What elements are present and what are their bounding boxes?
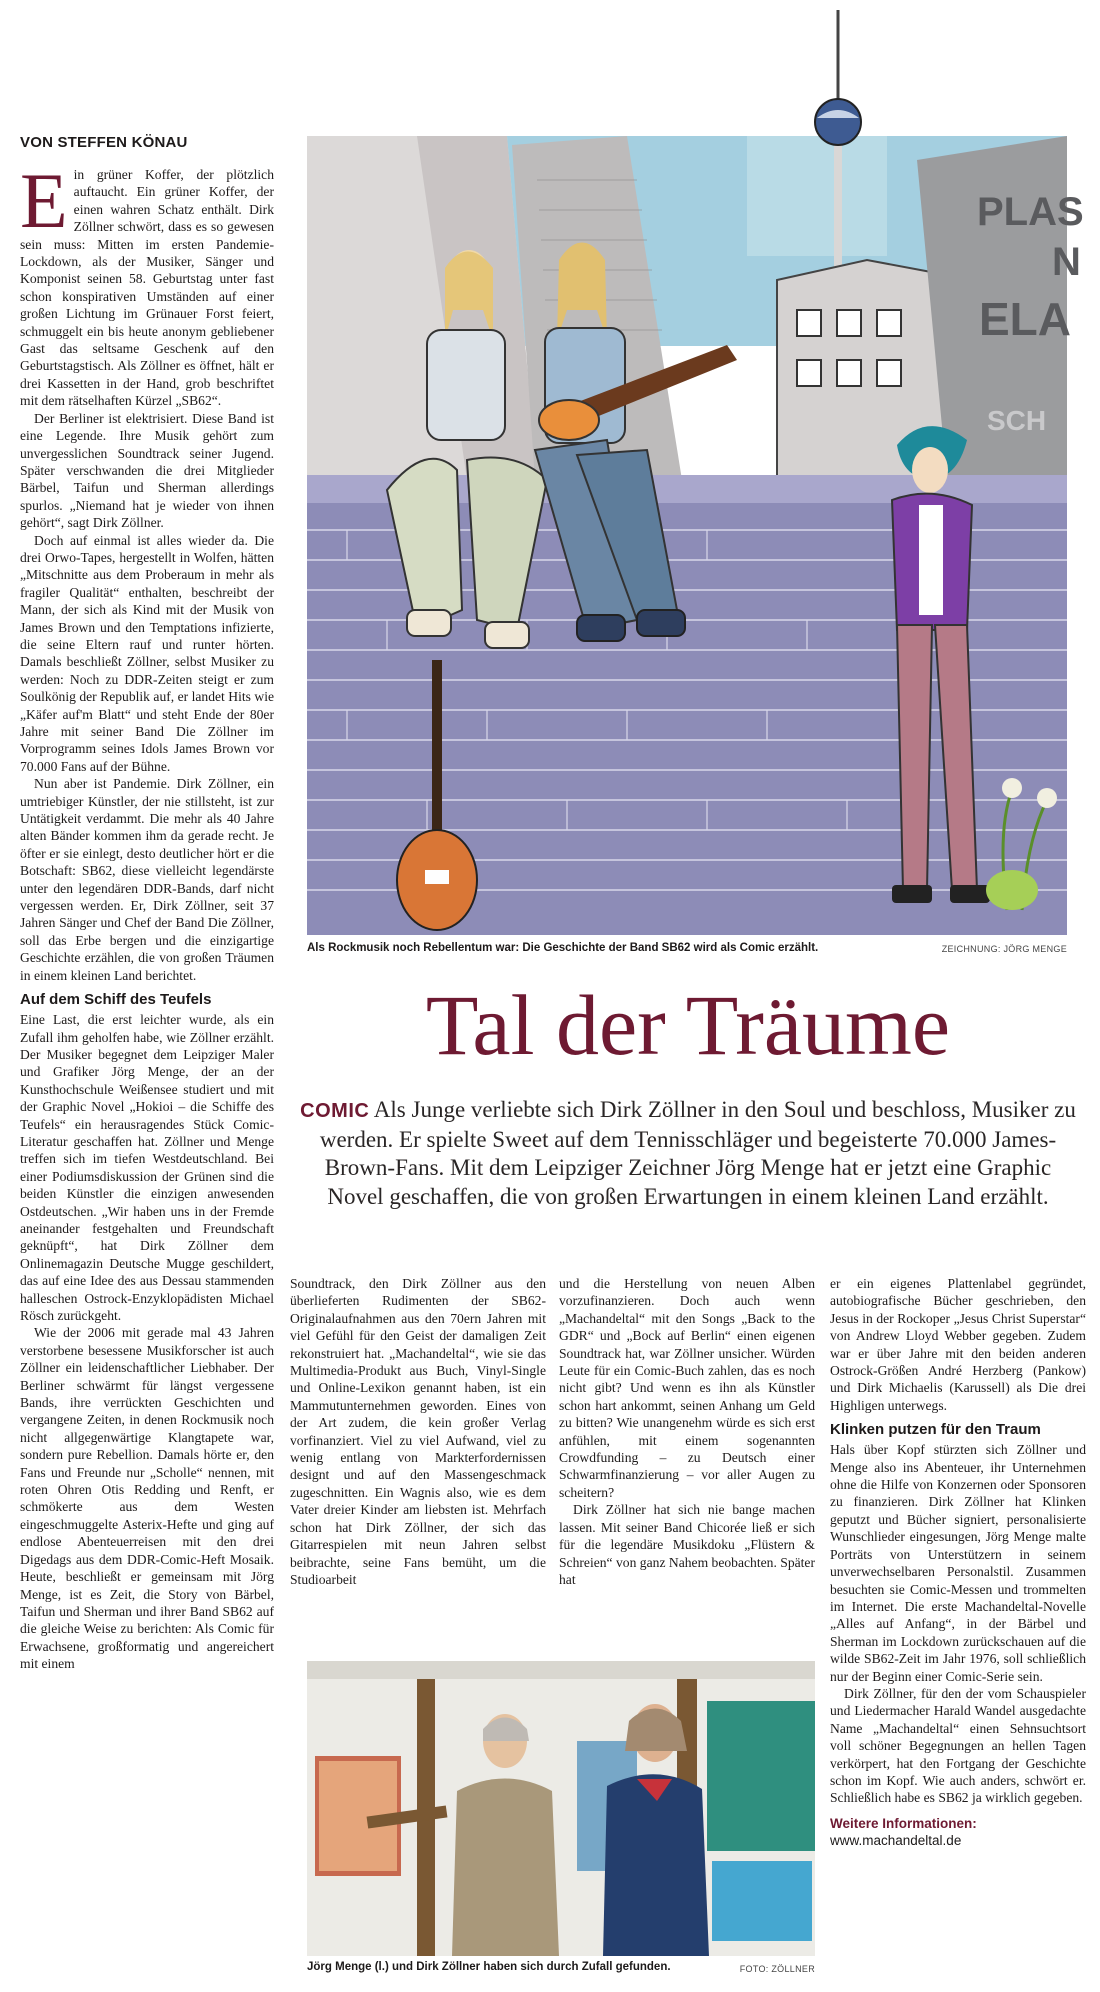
drop-cap: E [20, 157, 68, 244]
graffiti-text: PLAS [977, 190, 1084, 234]
photo-credit: FOTO: ZÖLLNER [739, 1964, 815, 1974]
body-paragraph: Nun aber ist Pandemie. Dirk Zöllner, ein umtriebiger Künstler, der nie stillsteht, ist zur Untätigkeit verdammt. Die mehr als 40 Jahre alten Bänder kommen ihm da gerade recht. Je öfter er sie einlegt, desto deutlicher hört er die Botschaft: SB62, diese vielleicht legendärste unter den legendären DDR-Bands, darf nicht vergessen werden. Er, Dirk Zöllner, seit 37 Jahren Sänger und Chef der Band Die Zöllner, soll das Erbe bergen und die einzigartige Geschichte erzählen, die von großen Träumen in einem kleinen Land berichtet. [20, 776, 274, 983]
headline: Tal der Träume [425, 977, 951, 1073]
body-paragraph: Doch auf einmal ist alles wieder da. Die drei Orwo-Tapes, hergestellt in Wolfen, hätten „Mitschnitte aus dem Proberaum in mehr als fragiler Qualität“ enthalten, beschreibt der Mann, der sich als Kind mit der Musik von James Brown und den Temptations infizierte, die seine Eltern rauf und runter hörten. Damals beschließt Zöllner, selbst Musiker zu werden: Noch zu DDR-Zeiten steigt er zum Soulkönig der Republik auf, er landet Hits wie „Käfer auf'm Blatt“ und steht Ende der 80er Jahre mit seiner Band Die Zöllner im Vorprogramm seines Idols James Brown vor 70.000 Fans auf der Bühne. [20, 532, 274, 774]
info-url-link[interactable]: www.machandeltal.de [830, 1833, 962, 1849]
body-paragraph: Soundtrack, den Dirk Zöllner aus den überlieferten Rudimenten der SB62-Originalaufnahmen aus den 70ern Jahren mit viel Gefühl für den Geist der damaligen Zeit rekonstruiert hat. „Machandeltal“, wie sie das Multimedia-Produkt aus Buch, Vinyl-Single und Online-Lexikon genannt haben, ist ein Mammutunternehmen geworden. Eines von der Art zudem, die kein großer Verlag vorfinanziert. Viel zu viel Aufwand, viel zu wenig entlang von Markterfordernissen designt und auf den Massengeschmack zugeschnitten. Ein Wagnis also, wie es dem Vater dreier Kinder am liebsten ist. Mehrfach schon hat Dirk Zöllner, der sich das Gitarrespielen mit neun Jahren selbst beibrachte, seine Fans bemüht, um die Studioarbeit [290, 1276, 546, 1587]
lead-paragraph: Ein grüner Koffer, der plötzlich auftaucht. Ein grüner Koffer, der einen wahren Schatz enthält. Dirk Zöllner schwört, dass es so gewesen sein muss: Mitten im ersten Pandemie-Lockdown, als der Musiker, Sänger und Komponist seinen 58. Geburtstag unter fast schon konspirativen Umständen auf einer großen Lichtung im Grünauer Forst feiert, schmuggelt ein bis heute anonym gebliebener Gast das seltsame Geschenk auf den Geburtstagstisch. Als Zöllner es öffnet, hält er drei Kassetten in der Hand, grob beschriftet mit dem rätselhaften Kürzel „SB62“. [20, 157, 274, 409]
article-column-3 [559, 1275, 815, 1635]
body-paragraph: Wie der 2006 mit gerade mal 43 Jahren verstorbene besessene Musikforscher ist auch Zöllner ein leidenschaftlicher Liebhaber. Der Berliner schwärmt für längst vergessene Bands, ihre verrückten Geschichten und vergangene Zeiten, in denen Rockmusik noch nicht allgegenwärtige Klangtapete war, sondern pure Rebellion. Damals hörte er, den Fans und Freunde nur „Scholle“ nennen, mit roten Ohren Otis Redding und Renft, er schmökerte aus dem Westen eingeschmuggelte Asterix-Hefte und ging auf endlose Abenteuerreisen mit den drei Digedags aus dem DDR-Comic-Heft Mosaik. Heute, beschließt er gemeinsam mit Jörg Menge, ist es Zeit, die Story von Bärbel, Taifun und Sherman und ihrer Band SB62 auf die gleiche Weise zu berichten: Als Comic für Erwachsene, großformatig und angereichert mit einem [20, 1325, 274, 1672]
deck-text: Als Junge verliebte sich Dirk Zöllner in den Soul und beschloss, Musiker zu werden. Er spielte Sweet auf dem Tennisschläger und begeisterte 70.000 James-Brown-Fans. Mit dem Leipziger Zeichner Jörg Menge hat er jetzt eine Graphic Novel geschaffen, die von großen Erwartungen in einem kleinen Land erzählt. [319, 1097, 1076, 1209]
deck-kicker: COMIC [300, 1100, 370, 1122]
svg-text:SCH: SCH [987, 405, 1047, 436]
svg-text:N: N [1052, 240, 1081, 284]
deck [300, 1096, 1076, 1211]
comic-credit: ZEICHNUNG: JÖRG MENGE [941, 944, 1067, 954]
svg-text:ELA: ELA [979, 293, 1071, 345]
article-column-4 [830, 1275, 1086, 1979]
comic-caption: Als Rockmusik noch Rebellentum war: Die Geschichte der Band SB62 wird als Comic erzählt. [307, 942, 819, 954]
body-paragraph: Dirk Zöllner, für den der vom Schauspieler und Liedermacher Harald Wandel ausgedachte Name „Machandeltal“ einen Sehnsuchtsort voll schöner Begegnungen an hellen Tagen verkörpert, hat den Fortgang der Geschichte schon im Kopf. Wie auch anders, schwört er. Schließlich habe es SB62 ja wirklich gegeben. [830, 1685, 1086, 1806]
subhead-schiff-des-teufels: Auf dem Schiff des Teufels [20, 991, 212, 1009]
article-column-2 [290, 1275, 546, 1663]
body-paragraph: Hals über Kopf stürzten sich Zöllner und Menge also ins Abenteuer, ihr Unternehmen ohne die Hilfe von Konzernen oder Sponsoren zu finanzieren. Dirk Zöllner hat Klinken geputzt und Bücher signiert, personalisierte Wunschlieder eingesungen, Jörg Menge malte Porträts von Unterstützern in seinem unverwechselbaren Personalstil. Zusammen besuchten sie Comic-Messen und trommelten im Internet. Die erste Machandeltal-Novelle „Alles auf Anfang“, in der Bärbel und Sherman im Lockdown zurückschauen auf die wilde SB62-Zeit im Jahr 1976, soll schließlich nur der Beginn einer Comic-Serie sein. [830, 1442, 1086, 1684]
byline: VON STEFFEN KÖNAU [20, 134, 188, 151]
info-label: Weitere Informationen: [830, 1815, 977, 1831]
body-paragraph: Dirk Zöllner hat sich nie bange machen lassen. Mit seiner Band Chicorée ließ er sich für die legendäre Musikdoku „Flüstern & Schreien“ von ganz Nahem beobachten. Später hat [559, 1502, 815, 1587]
body-paragraph: er ein eigenes Plattenlabel gegründet, autobiografische Bücher geschrieben, den Jesus in der Rockoper „Jesus Christ Superstar“ von Andrew Lloyd Webber gegeben. Zudem war er über Jahre mit den beiden anderen Ostrock-Größen André Herzberg (Pankow) und Dirk Michaelis (Karussell) als Die drei Highligen unterwegs. [830, 1276, 1086, 1413]
article-column-1 [20, 157, 274, 1980]
comic-illustration [307, 10, 1084, 935]
photo-menge-zoellner [307, 1661, 815, 1956]
subhead-klinken-putzen: Klinken putzen für den Traum [830, 1421, 1041, 1439]
body-paragraph: Der Berliner ist elektrisiert. Diese Band ist eine Legende. Ihre Musik gehört zum unvergesslichen Soundtrack seiner Jugend. Später verschwanden die drei Mitglieder Bärbel, Taifun und Sherman allerdings spurlos. „Niemand hat je wieder von ihnen gehört“, sagt Dirk Zöllner. [20, 410, 274, 531]
photo-caption: Jörg Menge (l.) und Dirk Zöllner haben sich durch Zufall gefunden. [307, 1961, 671, 1973]
body-paragraph: und die Herstellung von neuen Alben vorzufinanzieren. Doch auch wenn „Machandeltal“ mit den Songs „Back to the GDR“ und „Bock auf Berlin“ einen eigenen Soundtrack hat, war Zöllner unsicher. Würden Leute für ein Comic-Buch zahlen, das es noch nicht gibt? Und wenn es ihn als Künstler schon hart ankommt, seinen Anhang um Geld zu bitten? Wie unangenehm würde es sich erst anfühlen, mit einem sogenannten Crowdfunding – zu Deutsch einer Schwarmfinanzierung – vor aller Augen zu scheitern? [559, 1276, 815, 1500]
body-paragraph: Eine Last, die erst leichter wurde, als ein Zufall ihm geholfen habe, wie Zöllner erzählt. Der Musiker begegnet dem Leipziger Maler und Grafiker Jörg Menge, der an der Kunsthochschule Weißensee studiert und mit der Graphic Novel „Hokioi – die Schiffe des Teufels“ ein herausragendes Stück Comic-Literatur geschaffen hat. Zöllner und Menge treffen sich im tiefen Westdeutschland. Bei einer Podiumsdiskussion der Grünen sind die beiden Künstler die einzigen anwesenden Ostdeutschen. „Wir haben uns in der Fremde aneinander festgehalten und Freundschaft geknüpft“, hat Dirk Zöllner dem Onlinemagazin Deutsche Mugge geschildert, das auf eine Idee des aus Dessau stammenden halleschen Ostrock-Enzyklopädisten Michael Rösch zurückgeht. [20, 1012, 274, 1323]
